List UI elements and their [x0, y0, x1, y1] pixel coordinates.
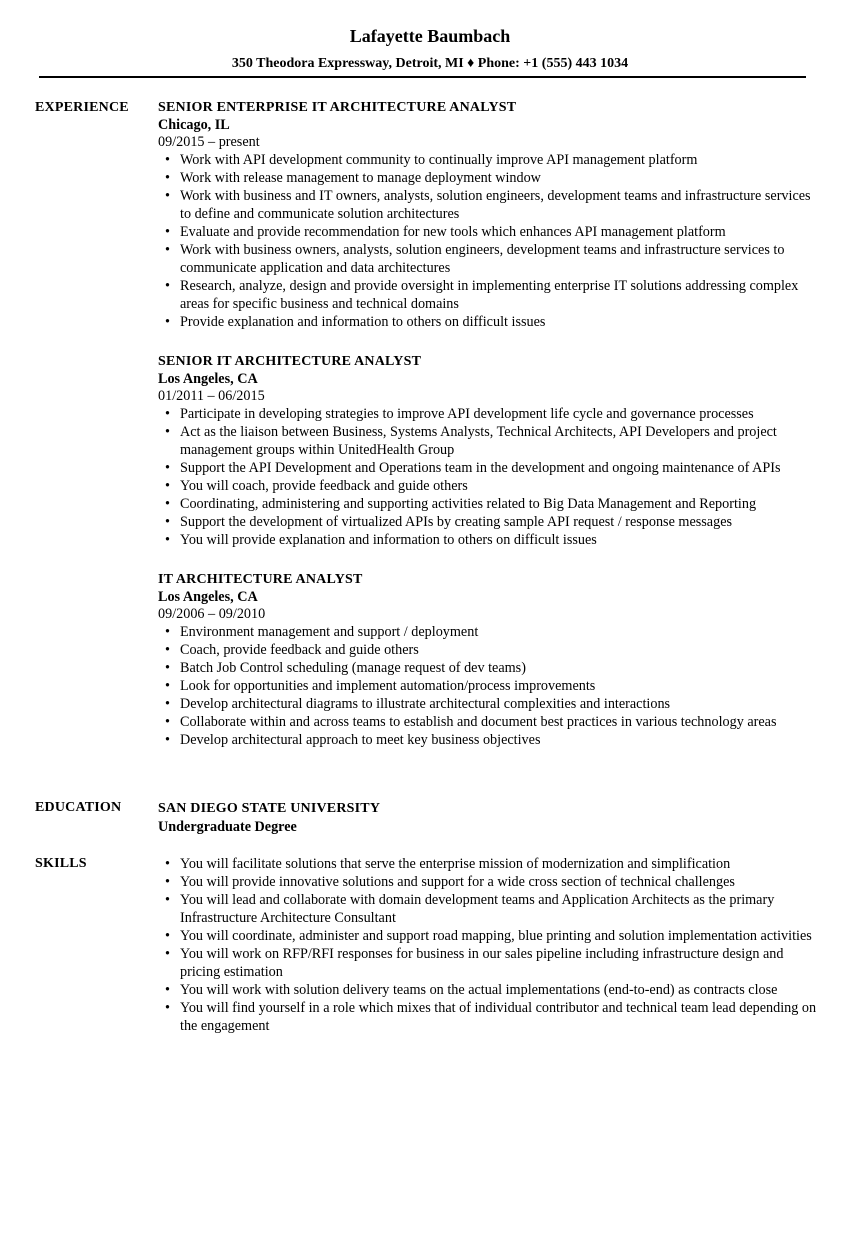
bullet-item: • Develop architectural approach to meet key business objectives	[158, 731, 818, 749]
bullet-item: • Batch Job Control scheduling (manage request of dev teams)	[158, 659, 818, 677]
job-title: SENIOR IT ARCHITECTURE ANALYST	[158, 354, 422, 369]
job-title: SENIOR ENTERPRISE IT ARCHITECTURE ANALYST	[158, 100, 517, 115]
job-entry	[158, 571, 818, 749]
job-bullets	[158, 151, 818, 331]
bullet-item: • Provide explanation and information to others on difficult issues	[158, 313, 818, 331]
contact-line: 350 Theodora Expressway, Detroit, MI ♦ Phone: +1 (555) 443 1034	[231, 56, 629, 71]
bullet-item: • Work with release management to manage deployment window	[158, 169, 818, 187]
bullet-item: • You will find yourself in a role which mixes that of individual contributor and technical team lead depending on the engagement	[158, 999, 818, 1035]
bullet-item: • You will coach, provide feedback and guide others	[158, 477, 818, 495]
bullet-item: • Environment management and support / deployment	[158, 623, 818, 641]
job-bullets	[158, 405, 818, 549]
skills-body	[158, 855, 818, 1035]
job-entry	[158, 353, 818, 549]
header-divider	[39, 76, 806, 78]
job-bullets	[158, 623, 818, 749]
job-dates: 09/2015 – present	[158, 134, 260, 150]
job-location: Chicago, IL	[158, 117, 230, 133]
bullet-item: • Support the API Development and Operations team in the development and ongoing maintenance of APIs	[158, 459, 818, 477]
section-title-education: EDUCATION	[35, 800, 122, 815]
job-location: Los Angeles, CA	[158, 371, 258, 387]
bullet-item: • You will lead and collaborate with domain development teams and Application Architects as the primary Infrastructure Architecture Consultant	[158, 891, 818, 927]
bullet-item: • Act as the liaison between Business, Systems Analysts, Technical Architects, API Developers and project management groups within UnitedHealth Group	[158, 423, 818, 459]
bullet-item: • Work with business owners, analysts, solution engineers, development teams and infrastructure services to communicate application and data architectures	[158, 241, 818, 277]
job-title: IT ARCHITECTURE ANALYST	[158, 572, 363, 587]
bullet-item: • You will work with solution delivery teams on the actual implementations (end-to-end) as contracts close	[158, 981, 818, 999]
bullet-item: • Research, analyze, design and provide oversight in implementing enterprise IT solutions addressing complex areas for specific business and technical domains	[158, 277, 818, 313]
bullet-item: • Participate in developing strategies to improve API development life cycle and governance processes	[158, 405, 818, 423]
bullet-item: • Develop architectural diagrams to illustrate architectural complexities and interactions	[158, 695, 818, 713]
bullet-item: • You will work on RFP/RFI responses for business in our sales pipeline including infrastructure design and pricing estimation	[158, 945, 818, 981]
bullet-item: • You will provide explanation and information to others on difficult issues	[158, 531, 818, 549]
skills-bullets	[158, 855, 818, 1035]
bullet-item: • You will facilitate solutions that serve the enterprise mission of modernization and simplification	[158, 855, 818, 873]
job-dates: 09/2006 – 09/2010	[158, 606, 266, 622]
degree-name: Undergraduate Degree	[158, 819, 297, 835]
bullet-item: • Coordinating, administering and supporting activities related to Big Data Management and Reporting	[158, 495, 818, 513]
bullet-item: • Support the development of virtualized APIs by creating sample API request / response messages	[158, 513, 818, 531]
education-body	[158, 799, 818, 837]
bullet-item: • Work with business and IT owners, analysts, solution engineers, development teams and infrastructure services to define and communicate solution architectures	[158, 187, 818, 223]
experience-body	[158, 99, 818, 771]
section-title-experience: EXPERIENCE	[35, 100, 129, 115]
resume-header	[0, 25, 860, 73]
bullet-item: • You will coordinate, administer and support road mapping, blue printing and solution implementation activities	[158, 927, 818, 945]
section-title-skills: SKILLS	[35, 856, 87, 871]
bullet-item: • Work with API development community to continually improve API management platform	[158, 151, 818, 169]
bullet-item: • Coach, provide feedback and guide others	[158, 641, 818, 659]
bullet-item: • Collaborate within and across teams to establish and document best practices in various technology areas	[158, 713, 818, 731]
candidate-name: Lafayette Baumbach	[349, 26, 511, 46]
bullet-item: • Look for opportunities and implement automation/process improvements	[158, 677, 818, 695]
job-location: Los Angeles, CA	[158, 589, 258, 605]
bullet-item: • You will provide innovative solutions and support for a wide cross section of technical challenges	[158, 873, 818, 891]
job-dates: 01/2011 – 06/2015	[158, 388, 265, 404]
job-entry	[158, 99, 818, 331]
school-name: SAN DIEGO STATE UNIVERSITY	[158, 801, 381, 816]
bullet-item: • Evaluate and provide recommendation for new tools which enhances API management platform	[158, 223, 818, 241]
